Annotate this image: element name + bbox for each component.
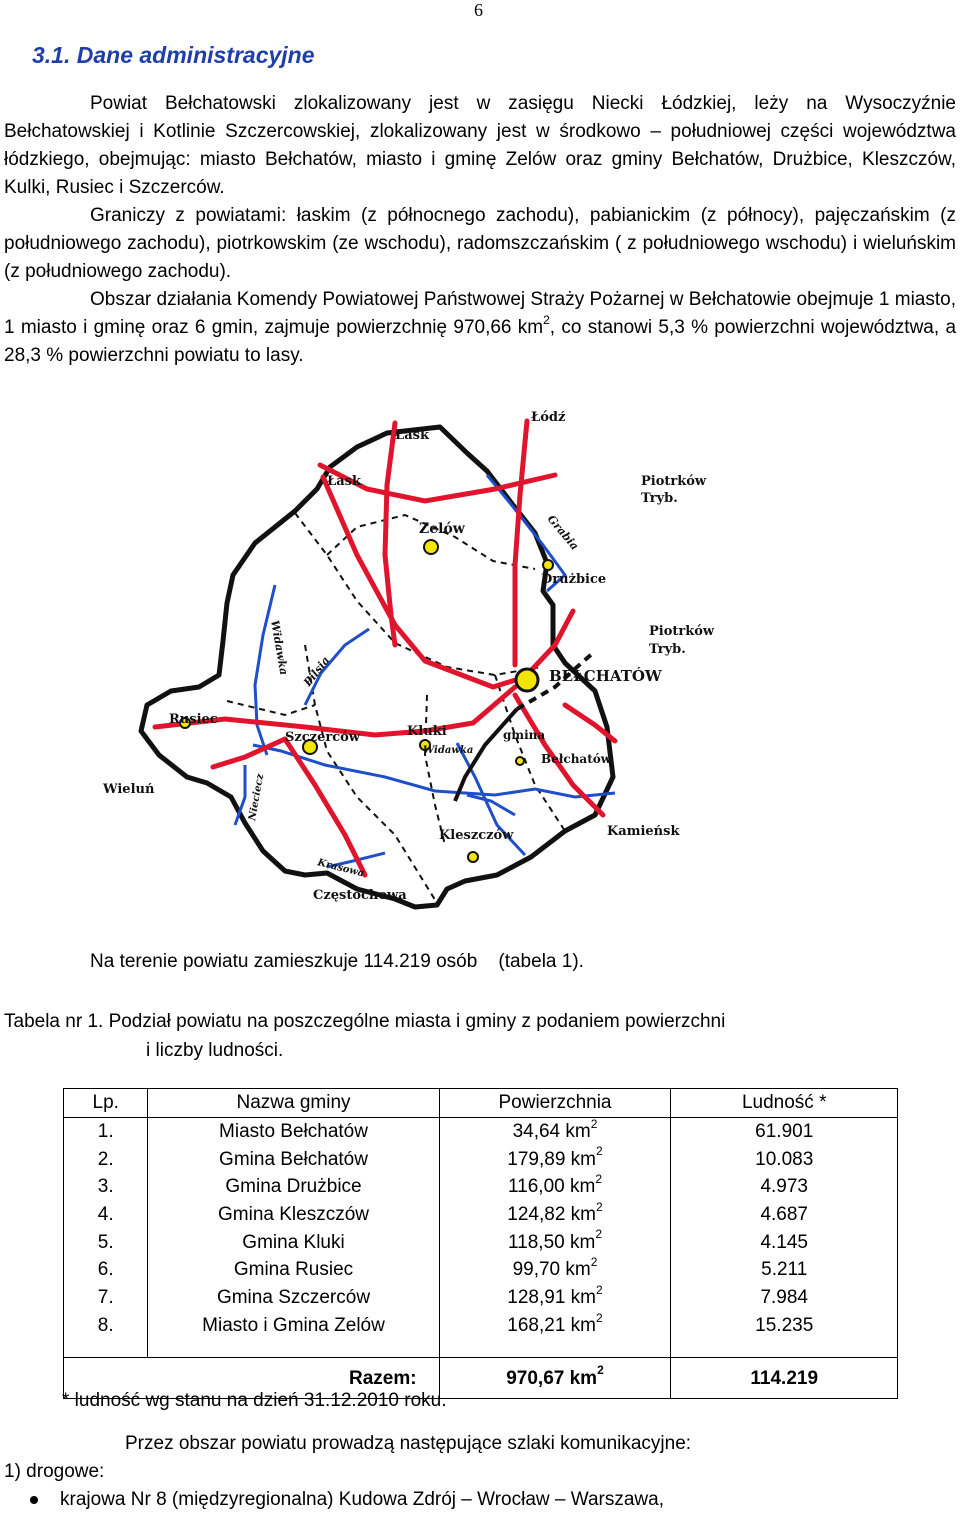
label-lodz: Łódź	[531, 410, 566, 425]
cell-lp: 3.	[64, 1173, 148, 1201]
area-value: 99,70 km	[512, 1259, 591, 1281]
cell-population: 4.687	[671, 1201, 898, 1229]
cell-area	[439, 1284, 671, 1312]
intro-paragraph-1: Powiat Bełchatowski zlokalizowany jest w zasięgu Niecki Łódzkiej, leży na Wysoczyźnie Bełchatowskiej i Kotlinie Szczercowskiej, zlokalizowany jest w środkowo – południowej części województwa łódzkiego, obejmując: miasto Bełchatów, miasto i gminę Zelów oraz gminy Bełchatów, Drużbice, Kleszczów, Kulki, Rusiec i Szczerców.	[4, 93, 956, 198]
cell-area	[439, 1117, 671, 1145]
cell-area	[439, 1312, 671, 1340]
table-caption	[4, 1007, 944, 1065]
label-nieciecz: Nieciecz	[247, 773, 267, 822]
table-row	[64, 1173, 898, 1201]
town-marker-gmina	[516, 757, 524, 765]
intro-paragraph-3	[4, 286, 956, 370]
header-area: Powierzchnia	[439, 1089, 671, 1118]
table-row	[64, 1256, 898, 1284]
roads-intro: Przez obszar powiatu prowadzą następujące szlaki komunikacyjne:	[125, 1433, 692, 1454]
label-lask-top: Łask	[395, 428, 429, 443]
bullet-icon	[30, 1496, 38, 1504]
header-lp: Lp.	[64, 1089, 148, 1118]
cell-lp: 8.	[64, 1312, 148, 1340]
cell-lp: 6.	[64, 1256, 148, 1284]
label-zelow: Zelów	[419, 521, 465, 537]
cell-name: Gmina Bełchatów	[148, 1145, 439, 1173]
area-value: 116,00 km	[508, 1176, 596, 1198]
area-value: 124,82 km	[507, 1204, 597, 1226]
cell-population: 5.211	[671, 1256, 898, 1284]
town-marker-druzbice	[543, 560, 553, 570]
spacer-cell	[671, 1339, 898, 1358]
label-piotrkow-1b: Tryb.	[641, 491, 678, 506]
label-piotrkow-2a: Piotrków	[649, 624, 715, 639]
total-label: Razem:	[64, 1358, 440, 1399]
label-kleszczow: Kleszczów	[439, 828, 514, 843]
label-rusiec: Rusiec	[169, 712, 218, 727]
area-sup: 2	[590, 1116, 598, 1131]
cell-name: Gmina Kluki	[148, 1228, 439, 1256]
cell-population: 10.083	[671, 1145, 898, 1173]
area-value: 168,21 km	[507, 1314, 597, 1336]
area-sup: 2	[596, 1199, 603, 1214]
section-heading: 3.1. Dane administracyjne	[32, 42, 315, 68]
population-line: Na terenie powiatu zamieszkuje 114.219 osób (tabela 1).	[90, 951, 584, 972]
spacer-cell	[148, 1339, 439, 1358]
cell-name: Gmina Drużbice	[148, 1173, 439, 1201]
cell-population: 4.973	[671, 1173, 898, 1201]
area-text-b: , co stanowi 5,3 % powierzchni województwa, a 28,3 % powierzchni powiatu to lasy.	[4, 317, 957, 366]
town-marker-belchatow	[516, 669, 538, 691]
total-population: 114.219	[671, 1358, 898, 1399]
cell-lp: 2.	[64, 1145, 148, 1173]
spacer-cell	[64, 1339, 148, 1358]
cell-lp: 4.	[64, 1201, 148, 1229]
area-sup: 2	[595, 1227, 602, 1242]
label-wielun: Wieluń	[103, 782, 155, 797]
label-piotrkow-2b: Tryb.	[649, 642, 686, 657]
roads-label: 1) drogowe:	[4, 1461, 105, 1482]
label-piotrkow-1a: Piotrków	[641, 474, 707, 489]
cell-area	[439, 1145, 671, 1173]
cell-lp: 5.	[64, 1228, 148, 1256]
table-header-row	[64, 1089, 898, 1118]
county-map	[95, 405, 715, 925]
label-szczercow: Szczerców	[285, 730, 360, 745]
label-grabia: Grabia	[544, 512, 582, 553]
area-unit-sup: 2	[543, 312, 550, 327]
table-row	[64, 1117, 898, 1145]
area-value: 34,64 km	[512, 1121, 591, 1143]
cell-name: Gmina Rusiec	[148, 1256, 439, 1284]
header-name: Nazwa gminy	[148, 1089, 439, 1118]
cell-population: 4.145	[671, 1228, 898, 1256]
cell-lp: 1.	[64, 1117, 148, 1145]
cell-population: 61.901	[671, 1117, 898, 1145]
label-widawka-river: Widawka	[268, 619, 291, 677]
intro-paragraph-2: Graniczy z powiatami: łaskim (z północnego zachodu), pabianickim (z północy), pajęczańskim (z południowego zachodu), piotrkowskim (ze wschodu), radomszczańskim ( z południowego wschodu) i wieluńskim (z południowego zachodu).	[4, 205, 956, 282]
cell-area	[439, 1173, 671, 1201]
label-belchatow-city: BEŁCHATÓW	[549, 667, 662, 685]
cell-area	[439, 1228, 671, 1256]
gmina-table	[63, 1088, 898, 1399]
area-sup: 2	[596, 1310, 603, 1325]
table-caption-line-1: Tabela nr 1. Podział powiatu na poszczególne miasta i gminy z podaniem powierzchni	[4, 1011, 726, 1032]
table-row	[64, 1284, 898, 1312]
road-bullet-text: krajowa Nr 8 (międzyregionalna) Kudowa Zdrój – Wrocław – Warszawa,	[60, 1489, 665, 1510]
label-kamiensk: Kamieńsk	[607, 824, 680, 839]
cell-name: Miasto Bełchatów	[148, 1117, 439, 1145]
label-pilsia: Pilsia	[301, 653, 333, 689]
label-druzbice: Drużbice	[541, 572, 607, 587]
table-spacer-row	[64, 1339, 898, 1358]
table-row	[64, 1201, 898, 1229]
label-belchatow-gmina: Bełchatów	[541, 752, 612, 766]
table-row	[64, 1145, 898, 1173]
cell-population: 7.984	[671, 1284, 898, 1312]
area-sup: 2	[590, 1255, 598, 1270]
area-value: 128,91 km	[507, 1287, 597, 1309]
area-value: 118,50 km	[508, 1231, 596, 1253]
area-value: 179,89 km	[507, 1148, 597, 1170]
total-area-value: 970,67 km	[506, 1367, 598, 1389]
town-marker-zelow	[424, 540, 438, 554]
area-sup: 2	[596, 1282, 603, 1297]
table-row	[64, 1228, 898, 1256]
cell-area	[439, 1256, 671, 1284]
spacer-cell	[439, 1339, 671, 1358]
label-gmina: gmina	[503, 728, 546, 742]
table-footnote: * ludność wg stanu na dzień 31.12.2010 roku.	[62, 1390, 447, 1411]
county-border	[141, 427, 613, 907]
town-marker-kleszczow	[468, 852, 478, 862]
cell-name: Miasto i Gmina Zelów	[148, 1312, 439, 1340]
area-sup: 2	[595, 1172, 602, 1187]
page-number: 6	[474, 0, 483, 20]
label-widawka-2: Widawka	[423, 745, 474, 756]
intro-text	[4, 90, 956, 370]
label-krasowa: Krasowa	[316, 857, 366, 880]
header-population: Ludność *	[671, 1089, 898, 1118]
cell-name: Gmina Szczerców	[148, 1284, 439, 1312]
cell-area	[439, 1201, 671, 1229]
table-caption-line-2: i liczby ludności.	[146, 1040, 284, 1061]
label-czestochowa: Częstochowa	[313, 888, 407, 903]
total-area	[439, 1358, 671, 1399]
label-kluki: Kluki	[407, 724, 447, 739]
cell-population: 15.235	[671, 1312, 898, 1340]
label-lask: Łask	[327, 474, 361, 489]
road-bullet-item	[30, 1489, 664, 1511]
table-row	[64, 1312, 898, 1340]
area-sup: 2	[596, 1144, 603, 1159]
total-area-sup: 2	[597, 1363, 604, 1378]
cell-lp: 7.	[64, 1284, 148, 1312]
area-text-a: Obszar działania Komendy Powiatowej Państwowej Straży Pożarnej w Bełchatowie obejmuje 1 miasto, 1 miasto i gminę oraz 6 gmin, zajmuje powierzchnię 970,66 km	[4, 289, 956, 338]
cell-name: Gmina Kleszczów	[148, 1201, 439, 1229]
